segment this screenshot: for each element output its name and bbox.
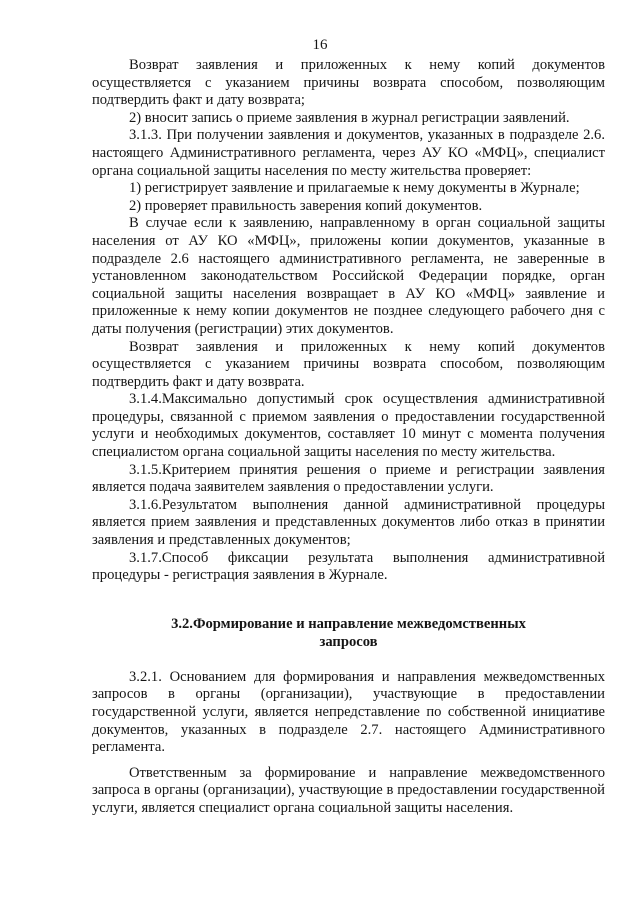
document-body <box>92 57 605 818</box>
section-heading-line-2: запросов <box>319 633 378 650</box>
section-heading-3-2 <box>92 615 605 651</box>
paragraph-3-1-7: 3.1.7.Способ фиксации результата выполнения административной процедуры - регистрация заявления в Журнале. <box>92 549 605 584</box>
paragraph-verify-step: 2) проверяет правильность заверения копий документов. <box>129 197 483 214</box>
section-heading-line-1: 3.2.Формирование и направление межведомственных <box>171 615 526 632</box>
paragraph-3-2-1: 3.2.1. Основанием для формирования и направления межведомственных запросов в органы (организации), участвующие в предоставлении государственной услуги, является непредставление по собственной инициативе документов, указанных в подразделе 2.7. настоящего Административного регламента. <box>92 668 605 756</box>
page-number: 16 <box>312 37 328 53</box>
paragraph-mfc-return-case: В случае если к заявлению, направленному в орган социальной защиты населения от АУ КО «МФЦ», приложены копии документов, указанные в подразделе 2.6 настоящего административного регламента, не заверенные в установленном законодательством Российской Федерации порядке, орган социальной защиты населения возвращает в АУ КО «МФЦ» заявление и приложенные к нему копии документов не позднее следующего рабочего дня с даты получения (регистрации) этих документов. <box>92 215 605 337</box>
paragraph-journal-entry: 2) вносит запись о приеме заявления в журнал регистрации заявлений. <box>129 109 570 126</box>
paragraph-3-1-3: 3.1.3. При получении заявления и документов, указанных в подразделе 2.6. настоящего Административного регламента, через АУ КО «МФЦ», специалист органа социальной защиты населения по месту жительства проверяет: <box>92 127 605 179</box>
paragraph-3-1-5: 3.1.5.Критерием принятия решения о приеме и регистрации заявления является подача заявителем заявления о предоставлении услуги. <box>92 461 605 496</box>
paragraph-register-step: 1) регистрирует заявление и прилагаемые к нему документы в Журнале; <box>129 180 580 197</box>
paragraph-return-notice: Возврат заявления и приложенных к нему копий документов осуществляется с указанием причины возврата способом, позволяющим подтвердить факт и дату возврата; <box>92 57 605 109</box>
paragraph-3-1-6: 3.1.6.Результатом выполнения данной административной процедуры является прием заявления и представленных документов либо отказ в принятии заявления и представленных документов; <box>92 496 605 549</box>
paragraph-return-method: Возврат заявления и приложенных к нему копий документов осуществляется с указанием причины возврата способом, позволяющим подтвердить факт и дату возврата. <box>92 338 605 390</box>
paragraph-3-1-4: 3.1.4.Максимально допустимый срок осуществления административной процедуры, связанной с приемом заявления о предоставлении государственной услуги и необходимых документов, составляет 10 минут с момента получения специалистом органа социальной защиты населения по месту жительства. <box>92 391 605 461</box>
paragraph-responsible-specialist: Ответственным за формирование и направление межведомственного запроса в органы (организации), участвующие в предоставлении государственной услуги, является специалист органа социальной защиты населения. <box>92 764 605 816</box>
